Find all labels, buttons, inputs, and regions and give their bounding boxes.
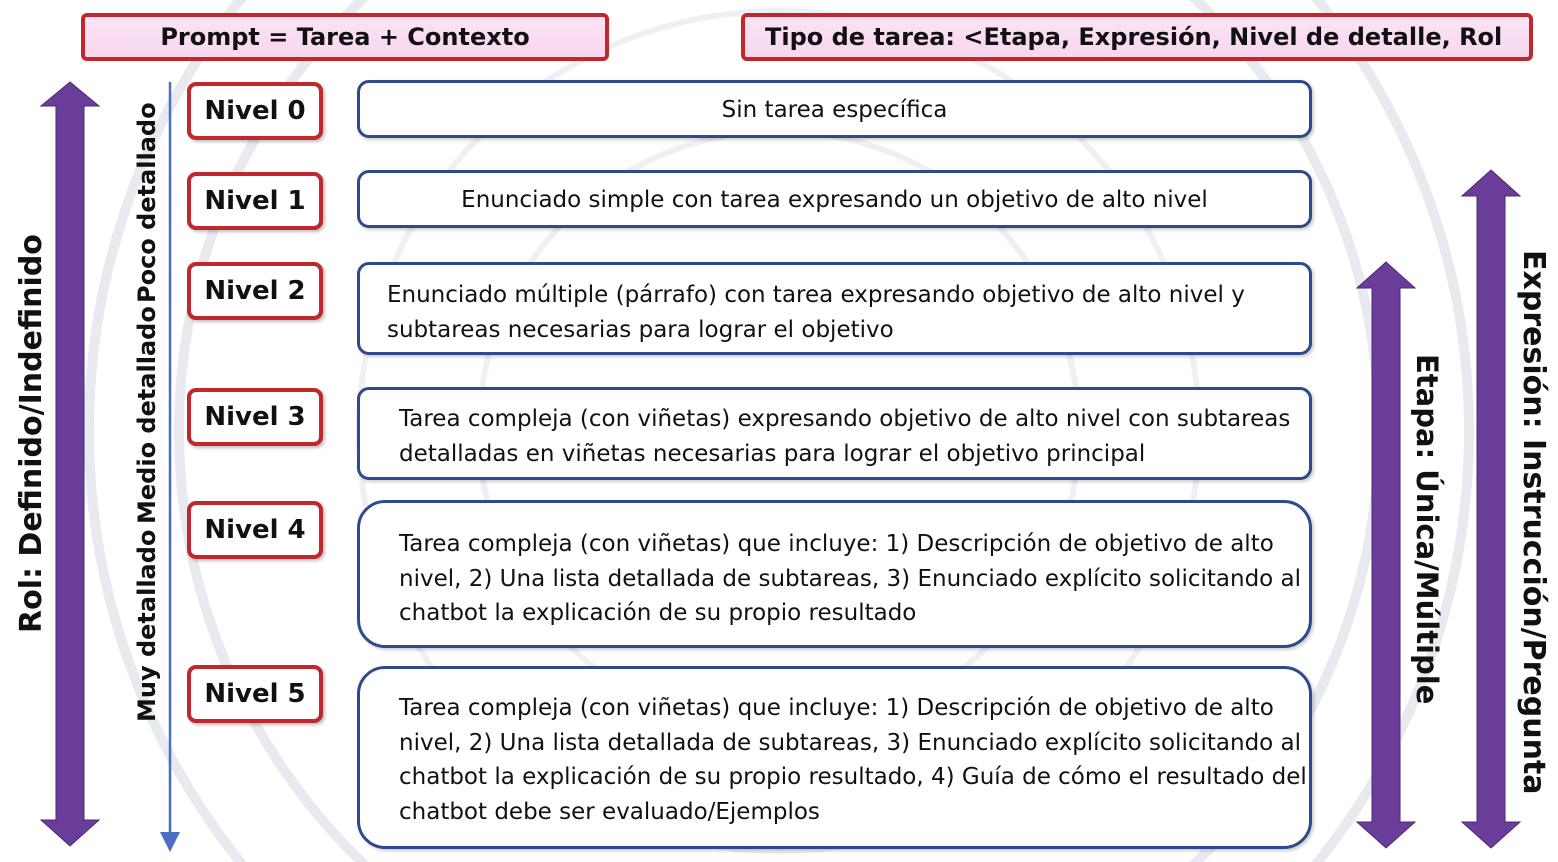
level-4-description-line: chatbot la explicación de su propio resultado (399, 600, 917, 626)
level-2-description-line: subtareas necesarias para lograr el objetivo (387, 316, 894, 343)
level-0-description-box (357, 80, 1312, 138)
level-3-description-box (357, 387, 1312, 480)
level-5-description-box (357, 666, 1312, 849)
level-4-badge (187, 501, 323, 559)
level-4-description-box (357, 500, 1312, 648)
level-1-description-box (357, 170, 1312, 228)
task-type-text: Tipo de tarea: <Etapa, Expresión, Nivel de detalle, Rol (765, 23, 1503, 51)
level-3-description-line: Tarea compleja (con viñetas) expresando objetivo de alto nivel con subtareas (399, 406, 1291, 432)
role-double-arrow (41, 82, 99, 846)
level-1-badge (187, 172, 323, 230)
level-5-description-line: chatbot debe ser evaluado/Ejemplos (399, 798, 820, 825)
level-4-description-line: Tarea compleja (con viñetas) que incluye: 1) Descripción de objetivo de alto (399, 531, 1274, 557)
level-2-description-box (357, 262, 1312, 355)
prompt-formula-text: Prompt = Tarea + Contexto (160, 23, 530, 51)
level-3-label: Nivel 3 (204, 402, 306, 432)
level-5-badge (187, 665, 323, 723)
level-1-description: Enunciado simple con tarea expresando un objetivo de alto nivel (461, 187, 1208, 213)
level-1-label: Nivel 1 (204, 186, 306, 216)
level-5-description-line: nivel, 2) Una lista detallada de subtareas, 3) Enunciado explícito solicitando al (399, 729, 1302, 756)
stage-double-arrow (1357, 262, 1415, 848)
stage-axis-label: Etapa: Única/Múltiple (1410, 354, 1444, 705)
level-3-description-line: detalladas en viñetas necesarias para lograr el objetivo principal (399, 440, 1146, 467)
level-2-label: Nivel 2 (204, 276, 306, 306)
level-5-description-line: chatbot la explicación de su propio resultado, 4) Guía de cómo el resultado del (399, 764, 1307, 790)
level-4-description-line: nivel, 2) Una lista detallada de subtareas, 3) Enunciado explícito solicitando al (399, 565, 1302, 592)
level-0-badge (187, 82, 323, 140)
level-5-description-line: Tarea compleja (con viñetas) que incluye: 1) Descripción de objetivo de alto (399, 695, 1274, 721)
detail-mid-label: Medio detallado (133, 306, 161, 524)
level-2-description-line: Enunciado múltiple (párrafo) con tarea expresando objetivo de alto nivel y (387, 282, 1245, 308)
detail-high-label: Muy detallado (133, 529, 161, 722)
expression-double-arrow (1462, 170, 1520, 848)
level-0-label: Nivel 0 (204, 96, 306, 126)
level-5-label: Nivel 5 (204, 679, 306, 709)
detail-low-label: Poco detallado (133, 102, 161, 303)
level-0-description: Sin tarea específica (721, 97, 948, 123)
level-4-label: Nivel 4 (204, 515, 306, 545)
level-2-badge (187, 262, 323, 320)
role-axis-label: Rol: Definido/Indefinido (14, 234, 49, 633)
level-3-badge (187, 388, 323, 446)
expression-axis-label: Expresión: Instrucción/Pregunta (1516, 250, 1551, 795)
